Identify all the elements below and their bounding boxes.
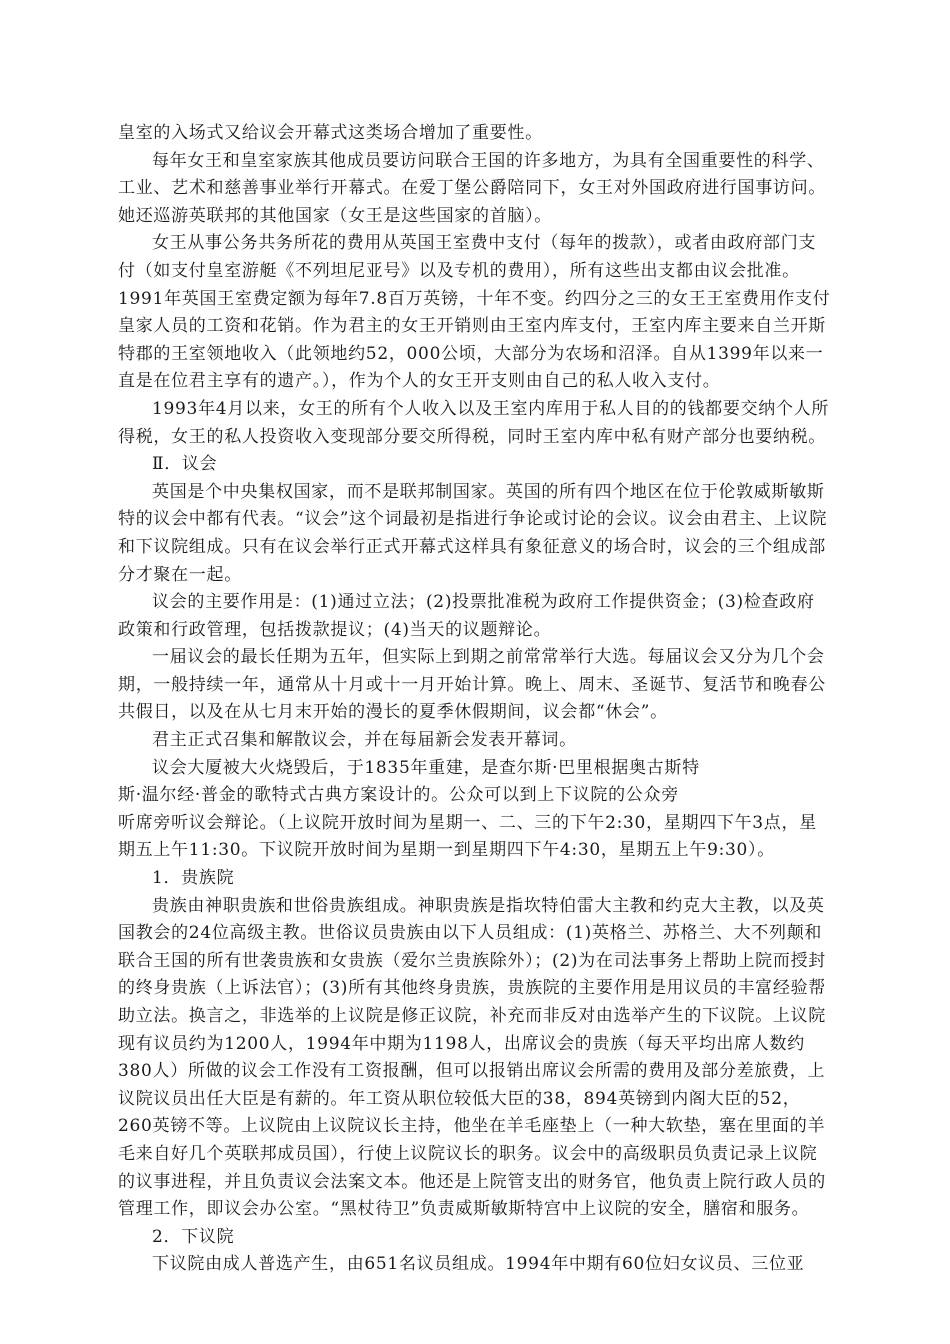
subsection-heading: 2．下议院	[152, 1226, 235, 1247]
body-paragraph: 女王从事公务共务所花的费用从英国王室费中支付（每年的拨款），或者由政府部门支付（如支付皇室游艇《不列坦尼亚号》以及专机的费用），所有这些出支都由议会批准。1991年英国王室费定额为每年7.8百万英镑，十年不变。约四分之三的女王王室费用作支付皇家人员的工资和花销。作为君主的女王开销则由王室内库支付，王室内库主要来自兰开斯特郡的王室领地收入（此领地约52，000公顷，大部分为农场和沼泽。自从1399年以来一直是在位君主享有的遗产。），作为个人的女王开支则由自己的私人收入支付。	[118, 233, 831, 392]
body-paragraph: 贵族由神职贵族和世俗贵族组成。神职贵族是指坎特伯雷大主教和约克大主教，以及英国教会的24位高级主教。世俗议员贵族由以下人员组成：(1)英格兰、苏格兰、大不列颠和联合王国的所有世袭贵族和女贵族（爱尔兰贵族除外）；(2)为在司法事务上帮助上院而授封的终身贵族（上诉法官）；(3)所有其他终身贵族，贵族院的主要作用是用议员的丰富经验帮助立法。换言之，非选举的上议院是修正议院，补充而非反对由选举产生的下议院。上议院现有议员约为1200人，1994年中期为1198人，出席议会的贵族（每天平均出席人数约380人）所做的议会工作没有工资报酬，但可以报销出席议会所需的费用及部分差旅费，上议院议员出任大臣是有薪的。年工资从职位较低大臣的38，894英镑到内阁大臣的52，260英镑不等。上议院由上议院议长主持，他坐在羊毛座垫上（一种大软垫，塞在里面的羊毛来自好几个英联邦成员国），行使上议院议长的职务。议会中的高级职员负责记录上议院的议事进程，并且负责议会法案文本。他还是上院管支出的财务官，他负责上院行政人员的管理工作，即议会办公室。“黑杖待卫”负责威斯敏斯特宫中上议院的安全，膳宿和服务。	[118, 895, 826, 1220]
section-heading: Ⅱ．议会	[152, 454, 218, 475]
body-paragraph: 君主正式召集和解散议会，并在每届新会发表开幕词。	[152, 730, 577, 751]
body-paragraph: 议会的主要作用是：(1)通过立法；(2)投票批准税为政府工作提供资金；(3)检查政府政策和行政管理，包括拨款提议；(4)当天的议题辩论。	[118, 592, 815, 640]
body-line: 斯·温尔经·普金的歌特式古典方案设计的。公众可以到上下议院的公众旁	[118, 785, 679, 806]
body-paragraph: 听席旁听议会辩论。（上议院开放时间为星期一、二、三的下午2:30，星期四下午3点，星期五上午11:30。下议院开放时间为星期一到星期四下午4:30，星期五上午9:30）。	[118, 812, 817, 861]
body-paragraph: 下议院由成人普选产生，由651名议员组成。1994年中期有60位妇女议员、三位亚	[152, 1254, 805, 1275]
body-line: 议会大厦被大火烧毁后，于1835年重建，是查尔斯·巴里根据奥古斯特	[152, 757, 700, 778]
body-paragraph: 一届议会的最长任期为五年，但实际上到期之前常常举行大选。每届议会又分为几个会期，一般持续一年，通常从十月或十一月开始计算。晚上、周末、圣诞节、复活节和晚春公共假日，以及在从七月末开始的漫长的夏季休假期间，议会都“休会”。	[118, 647, 826, 723]
body-paragraph: 皇室的入场式又给议会开幕式这类场合增加了重要性。	[118, 123, 543, 143]
body-paragraph: 英国是个中央集权国家，而不是联邦制国家。英国的所有四个地区在位于伦敦威斯敏斯特的议会中都有代表。“议会”这个词最初是指进行争论或讨论的会议。议会由君主、上议院和下议院组成。只有在议会举行正式开幕式这样具有象征意义的场合时，议会的三个组成部分才聚在一起。	[118, 481, 828, 585]
body-paragraph: 每年女王和皇室家族其他成员要访问联合王国的许多地方，为具有全国重要性的科学、工业、艺术和慈善事业举行开幕式。在爱丁堡公爵陪同下，女王对外国政府进行国事访问。她还巡游英联邦的其他国家（女王是这些国家的首脑）。	[118, 150, 826, 226]
subsection-heading: 1．贵族院	[152, 868, 235, 889]
body-paragraph: 1993年4月以来，女王的所有个人收入以及王室内库用于私人目的的钱都要交纳个人所得税，女王的私人投资收入变现部分要交所得税，同时王室内库中私有财产部分也要纳税。	[118, 398, 830, 447]
